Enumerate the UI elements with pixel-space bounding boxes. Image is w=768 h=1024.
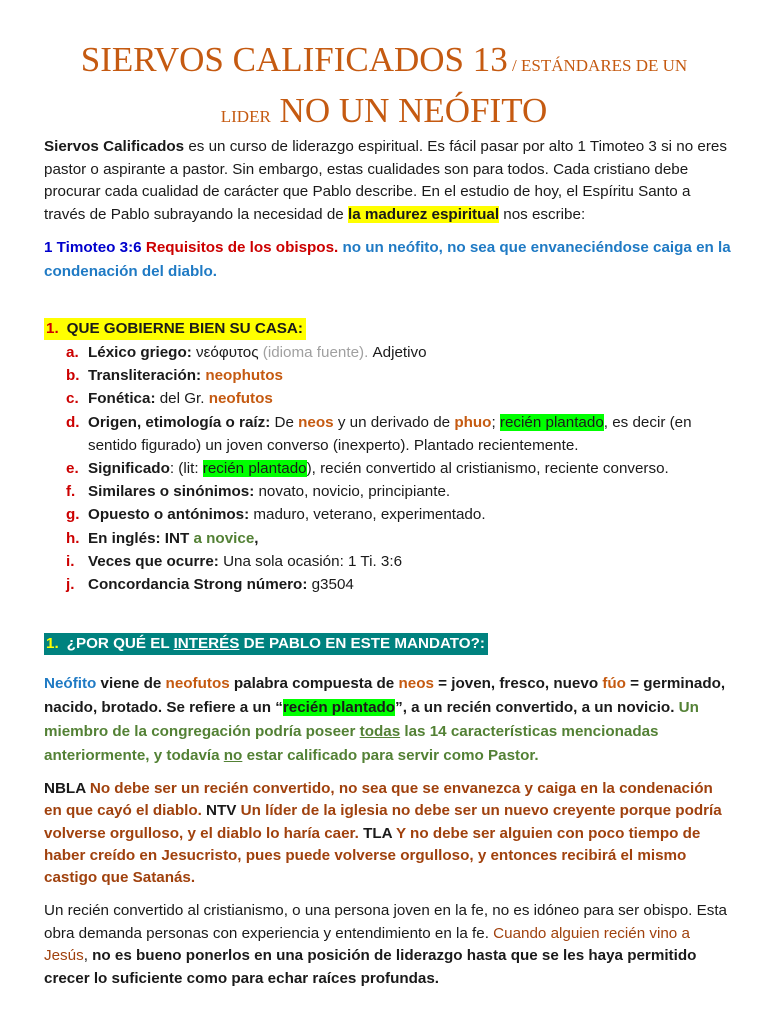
section-label: ¿POR QUÉ EL — [66, 635, 174, 652]
text: ”, a un recién convertido, a un novicio. — [395, 699, 675, 716]
version-text: No debe ser un recién convertido, no sea que se envanezca y caiga en la condenación en que cayó el diablo. — [44, 780, 713, 820]
title-sub: / ESTÁNDARES DE UN — [507, 56, 688, 75]
item-text: De — [270, 413, 299, 431]
item-highlight: recién plantado — [202, 460, 307, 478]
closing-text: Un recién convertido al cristianismo, o una persona joven en la fe, no es idóneo para ser obispo. Esta obra demanda personas con experiencia y entendimiento en la fe. — [44, 902, 727, 942]
item-label: Fonética: — [88, 390, 156, 408]
intro-text: es un curso de liderazgo espiritual. Es fácil pasar por alto 1 Timoteo 3 si no eres pastor o aspirante a pastor. Sin embargo, estas cualidades son para todos. Cada cristiano debe procurar cada cualidad de carácter que Pablo describe. En el estudio de hoy, el Espíritu Santo a través de Pablo subrayando la necesidad de — [44, 138, 727, 223]
intro-text-end: nos escribe: — [499, 205, 586, 223]
item-word: neos — [298, 413, 334, 431]
text: = joven, fresco, nuevo — [433, 675, 603, 692]
item-highlight: recién plantado — [499, 413, 604, 431]
neofito-paragraph — [44, 672, 734, 768]
item-text: : (lit: — [169, 460, 203, 478]
item-label: Concordancia Strong número: — [88, 576, 308, 594]
term: neos — [398, 675, 434, 692]
text: viene de — [96, 675, 166, 692]
item-label: Léxico griego: — [88, 344, 192, 361]
version-name: TLA — [358, 824, 393, 842]
item-text: , — [254, 529, 259, 547]
item-text: del Gr. — [155, 390, 209, 408]
verse-text: no un neófito, no sea que envaneciéndose caiga en la condenación del diablo. — [44, 239, 731, 280]
section-heading-2 — [44, 633, 488, 655]
verse-title: Requisitos de los obispos. — [141, 239, 339, 256]
green-text: Un miembro de la congregación podría poseer — [44, 699, 699, 740]
list-marker: j. — [66, 576, 75, 594]
item-word: a novice — [189, 529, 255, 547]
closing-text: , — [83, 947, 93, 964]
word-study-list — [44, 341, 734, 596]
item-label: Origen, etimología o raíz: — [88, 413, 271, 431]
item-text: Adjetivo — [368, 344, 427, 361]
item-word: neophutos — [201, 367, 283, 385]
intro-lead: Siervos Calificados — [44, 138, 185, 155]
item-text: novato, novicio, principiante. — [254, 483, 451, 501]
item-text: , es decir (en sentido figurado) un joven converso (inexperto). Plantado recientemente. — [88, 413, 692, 454]
term: neofutos — [165, 675, 230, 692]
item-label: Opuesto o antónimos: — [88, 506, 250, 524]
list-item — [44, 341, 734, 364]
item-word: phuo — [454, 413, 492, 431]
item-text: ; — [491, 413, 500, 431]
title-main-2: NO UN NEÓFITO — [270, 91, 548, 130]
list-marker: i. — [66, 552, 75, 570]
list-marker: g. — [66, 506, 80, 524]
list-marker: a. — [66, 344, 79, 361]
section-label-underlined: INTERÉS — [173, 635, 240, 652]
term: Neófito — [44, 675, 97, 692]
green-underlined: todas — [359, 723, 401, 740]
section-number: 1. — [46, 320, 59, 337]
section-label: QUE GOBIERNE BIEN SU CASA: — [66, 320, 303, 337]
list-marker: f. — [66, 483, 76, 501]
list-item — [44, 457, 734, 480]
item-text: ), recién convertido al cristianismo, reciente converso. — [306, 460, 669, 478]
title-sub-2: LIDER — [220, 107, 271, 126]
list-item — [44, 527, 734, 550]
item-text: maduro, veterano, experimentado. — [249, 506, 486, 524]
section-label: DE PABLO EN ESTE MANDATO?: — [239, 635, 485, 652]
version-name: NTV — [201, 802, 237, 820]
list-item — [44, 387, 734, 410]
section-number: 1. — [46, 635, 59, 652]
version-name: NBLA — [44, 780, 86, 797]
green-text: las 14 características mencionadas anteriormente, y todavía — [44, 723, 659, 764]
item-text: y un derivado de — [333, 413, 455, 431]
item-text: g3504 — [307, 576, 354, 594]
greek-word: νεόφυτος — [191, 344, 263, 361]
item-label: Veces que ocurre: — [88, 552, 219, 570]
item-label: Similares o sinónimos: — [88, 483, 255, 501]
highlight: recién plantado — [282, 699, 396, 716]
list-item — [44, 503, 734, 526]
green-text: estar calificado para servir como Pastor. — [242, 747, 539, 764]
version-text: Un líder de la iglesia no debe ser un nuevo creyente porque podría volverse orgulloso, y el diablo lo haría caer. — [44, 802, 722, 842]
item-label: Transliteración: — [88, 367, 202, 385]
intro-paragraph — [44, 136, 734, 226]
versions-paragraph — [44, 778, 734, 889]
green-underlined: no — [223, 747, 243, 764]
text: palabra compuesta de — [229, 675, 399, 692]
item-word: neofutos — [208, 390, 273, 408]
item-label: En inglés: INT — [88, 529, 190, 547]
closing-text-colored: Cuando alguien recién vino a Jesús — [44, 924, 690, 964]
list-item — [44, 550, 734, 573]
title-main: SIERVOS CALIFICADOS 13 — [80, 40, 508, 79]
list-item — [44, 411, 734, 457]
section-heading-1 — [44, 318, 306, 340]
version-text: Y no debe ser alguien con poco tiempo de haber creído en Jesucristo, pues puede volverse orgulloso, y entonces recibirá el mismo castigo que Satanás. — [44, 824, 701, 887]
list-marker: e. — [66, 460, 79, 478]
document-title — [0, 38, 768, 140]
list-item — [44, 573, 734, 596]
list-item — [44, 364, 734, 387]
list-marker: d. — [66, 413, 80, 431]
list-marker: c. — [66, 390, 79, 408]
list-marker: b. — [66, 367, 80, 385]
closing-paragraph — [44, 900, 734, 990]
intro-highlight: la madurez espiritual — [347, 205, 500, 223]
list-marker: h. — [66, 529, 80, 547]
text: = germinado, nacido, brotado. Se refiere a un “ — [44, 675, 726, 716]
list-item — [44, 480, 734, 503]
item-note: (idioma fuente). — [262, 344, 369, 361]
term: fúo — [602, 675, 626, 692]
verse-paragraph — [44, 236, 734, 284]
verse-ref: 1 Timoteo 3:6 — [44, 239, 142, 256]
item-label: Significado — [88, 460, 170, 478]
item-text: Una sola ocasión: 1 Ti. 3:6 — [218, 552, 403, 570]
closing-text-bold: no es bueno ponerlos en una posición de liderazgo hasta que se les haya permitido crecer lo suficiente como para echar raíces profundas. — [44, 947, 697, 987]
